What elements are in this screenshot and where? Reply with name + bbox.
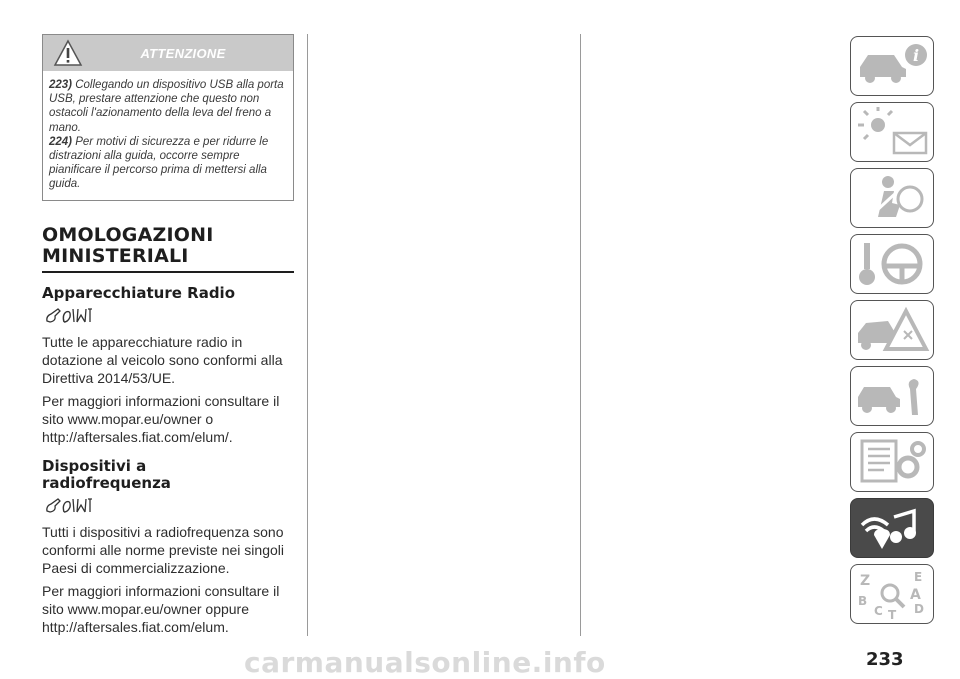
key-steering-wheel-icon bbox=[854, 239, 930, 289]
subsection-title-radiofrequency: Dispositivi a radiofrequenza bbox=[42, 456, 171, 492]
warning-lights-icon bbox=[854, 107, 930, 157]
paragraph: Per maggiori informazioni consultare il sito www.mopar.eu/owner o http://aftersales.fiat.com/elum/. bbox=[42, 392, 280, 445]
emergency-triangle-icon bbox=[854, 305, 930, 355]
svg-text:D: D bbox=[914, 602, 924, 616]
svg-text:T: T bbox=[888, 608, 897, 619]
tab-key-steering[interactable] bbox=[850, 234, 934, 294]
tab-warning-lights[interactable] bbox=[850, 102, 934, 162]
paragraph: Tutte le apparecchiature radio in dotazione al veicolo sono conformi alla Direttiva 2014/53/UE. bbox=[42, 333, 283, 386]
warning-icon bbox=[53, 39, 83, 67]
column-divider-left bbox=[307, 34, 308, 636]
multimedia-icon bbox=[854, 503, 930, 553]
warning-title: ATTENZIONE bbox=[140, 45, 226, 61]
svg-text:C: C bbox=[874, 604, 883, 618]
tab-maintenance[interactable] bbox=[850, 366, 934, 426]
tab-multimedia[interactable] bbox=[850, 498, 934, 558]
watermark: carmanualsonline.info bbox=[244, 646, 606, 679]
alphabetical-index-icon bbox=[854, 569, 930, 619]
code-reference-icon bbox=[44, 306, 96, 324]
car-info-icon bbox=[854, 41, 930, 91]
subsection-title-radio: Apparecchiature Radio bbox=[42, 283, 236, 302]
paragraph: Per maggiori informazioni consultare il sito www.mopar.eu/owner oppure http://aftersales.fiat.com/elum. bbox=[42, 582, 280, 635]
column-divider-right bbox=[580, 34, 581, 636]
airbag-seatbelt-icon bbox=[854, 173, 930, 223]
warning-body bbox=[43, 71, 293, 200]
section-title: OMOLOGAZIONI MINISTERIALI bbox=[42, 223, 214, 267]
technical-specs-icon bbox=[854, 437, 930, 487]
code-reference-icon bbox=[44, 496, 96, 514]
svg-text:A: A bbox=[910, 587, 921, 603]
paragraph: Tutti i dispositivi a radiofrequenza sono conformi alle norme previste nei singoli Paesi di commercializzazione. bbox=[42, 523, 284, 576]
warning-item-text: Per motivi di sicurezza e per ridurre le distrazioni alla guida, occorre sempre pianificare il percorso prima di mettersi alla guida. bbox=[49, 135, 269, 191]
warning-item bbox=[49, 135, 287, 192]
svg-text:Z: Z bbox=[860, 573, 871, 589]
tab-alphabetical-index[interactable] bbox=[850, 564, 934, 624]
warning-item-number: 223) bbox=[49, 79, 73, 91]
warning-item-text: Collegando un dispositivo USB alla porta USB, prestare attenzione che questo non ostacoli l'azionamento della leva del freno a mano. bbox=[49, 79, 284, 134]
svg-text:i: i bbox=[912, 46, 920, 65]
tab-airbag-seatbelt[interactable] bbox=[850, 168, 934, 228]
svg-text:B: B bbox=[858, 594, 868, 608]
tab-technical-specs[interactable] bbox=[850, 432, 934, 492]
warning-header bbox=[43, 35, 293, 71]
tab-emergency[interactable] bbox=[850, 300, 934, 360]
warning-box bbox=[42, 34, 294, 201]
car-maintenance-icon bbox=[854, 371, 930, 421]
section-rule bbox=[42, 271, 294, 273]
page-number: 233 bbox=[866, 649, 904, 670]
tab-car-info[interactable] bbox=[850, 36, 934, 96]
warning-item bbox=[49, 78, 287, 135]
svg-text:E: E bbox=[914, 570, 923, 584]
left-column bbox=[42, 34, 294, 636]
warning-item-number: 224) bbox=[49, 135, 73, 148]
chapter-tabs bbox=[850, 36, 936, 630]
